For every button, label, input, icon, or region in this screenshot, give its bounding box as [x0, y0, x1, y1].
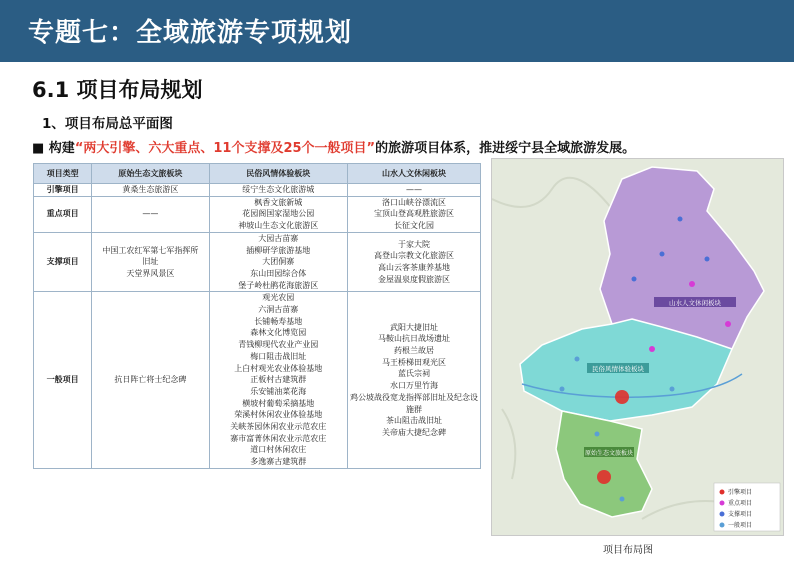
row-cell-3 — [348, 184, 481, 197]
row-cell-3 — [348, 196, 481, 232]
cell-item: 横坡村葡萄采摘基地 — [242, 398, 315, 408]
cell-item: 长铺畅寿基地 — [254, 316, 303, 326]
general-marker — [595, 432, 600, 437]
cell-item: 高山云客茶康养基地 — [378, 263, 450, 273]
cell-item: —— — [142, 209, 159, 219]
row-cell-2 — [209, 292, 348, 469]
engine-marker — [597, 470, 611, 484]
intro-suffix: 的旅游项目体系，推进绥宁县全域旅游发展。 — [375, 141, 636, 156]
row-type: 一般项目 — [34, 292, 92, 469]
row-cell-3 — [348, 292, 481, 469]
engine-marker — [615, 390, 629, 404]
cell-item: 马鞍山抗日战场遗址 — [378, 334, 450, 344]
legend-general-swatch — [720, 523, 725, 528]
row-type: 支撑项目 — [34, 232, 92, 292]
cell-item: 旧址 — [142, 257, 159, 267]
map-caption: 项目布局图 — [603, 545, 653, 556]
page-title: 专题七：全域旅游专项规划 — [28, 18, 353, 48]
cell-item: 天堂界风景区 — [126, 268, 175, 278]
table-row — [34, 232, 481, 292]
table-body — [34, 184, 481, 469]
cell-item: 乐安铺油菜花海 — [250, 386, 307, 396]
table-row — [34, 196, 481, 232]
cell-item: 宝顶山登高观胜旅游区 — [374, 209, 454, 219]
header-bar — [0, 0, 794, 62]
section-title: 6.1 项目布局规划 — [32, 78, 203, 102]
subsection-title: 1、项目布局总平面图 — [42, 116, 173, 132]
intro-statement — [32, 137, 635, 156]
table-header-row — [34, 164, 481, 184]
cell-item: 茶山阻击战旧址 — [386, 416, 442, 426]
cell-item: 鸡公坡战役宽龙指挥部旧址及纪念设 — [350, 392, 478, 402]
row-type: 引擎项目 — [34, 184, 92, 197]
cell-item: 梅口阻击战旧址 — [250, 351, 307, 361]
cell-item: 多逸寨古建筑群 — [250, 457, 307, 467]
header-type: 项目类型 — [34, 164, 92, 184]
cell-item: 于家大院 — [398, 239, 430, 249]
cell-item: 正板村古建筑群 — [250, 375, 307, 385]
cell-item: —— — [406, 185, 422, 194]
general-marker — [560, 387, 565, 392]
cell-item: 关峡茶园休闲农业示范农庄 — [230, 422, 327, 432]
cell-item: 大团侗寨 — [262, 257, 295, 267]
key-marker — [725, 321, 731, 327]
cell-item: 武阳大捷旧址 — [390, 322, 438, 332]
table-row — [34, 184, 481, 197]
row-cell-1 — [92, 196, 209, 232]
header-col-1: 原始生态文旅板块 — [92, 164, 209, 184]
project-layout-map — [491, 158, 784, 536]
legend-key-label: 重点项目 — [728, 500, 753, 507]
row-cell-2 — [209, 184, 348, 197]
cell-item: 观光农园 — [262, 293, 295, 303]
cell-item: 施群 — [406, 404, 422, 414]
cell-item: 青钱柳现代农业产业园 — [238, 340, 319, 350]
cell-item: 高登山宗教文化旅游区 — [374, 251, 454, 261]
row-cell-1 — [92, 232, 209, 292]
support-marker — [660, 252, 665, 257]
key-marker — [649, 346, 655, 352]
legend-key-swatch — [720, 501, 725, 506]
cell-item: 花园阁国家湿地公园 — [242, 209, 315, 219]
key-marker — [689, 281, 695, 287]
intro-highlight: “两大引擎、六大重点、11个支撑及25个一般项目” — [74, 141, 376, 156]
zone-label-purple: 山水人文休闲板块 — [669, 299, 721, 307]
cell-item: 六洞古苗寨 — [258, 305, 299, 315]
cell-item: 水口万里竹海 — [390, 381, 438, 391]
cell-item: 药根兰故居 — [394, 345, 434, 355]
cell-item: 蓝氏宗祠 — [398, 369, 430, 379]
cell-item: 寨市富菁休闲农业示范农庄 — [230, 433, 327, 443]
header-col-2: 民俗风情体验板块 — [209, 164, 348, 184]
cell-item: 马王桥梯田观光区 — [382, 357, 446, 367]
zone-label-green: 原始生态文旅板块 — [584, 450, 634, 457]
general-marker — [620, 497, 625, 502]
header-col-3: 山水人文休闲板块 — [348, 164, 481, 184]
cell-item: 森林文化博览园 — [250, 328, 307, 338]
cell-item: 大园古苗寨 — [258, 233, 299, 243]
general-marker — [575, 357, 580, 362]
legend-engine-label: 引擎项目 — [728, 489, 753, 496]
support-marker — [632, 277, 637, 282]
cell-item: 中国工农红军第七军指挥所 — [102, 245, 199, 255]
project-table — [33, 163, 481, 469]
cell-item: 黄桑生态旅游区 — [122, 185, 179, 194]
cell-item: 神坡山生态文化旅游区 — [238, 221, 319, 231]
cell-item: 绥宁生态文化旅游城 — [242, 185, 315, 194]
table-row — [34, 292, 481, 469]
support-marker — [678, 217, 683, 222]
zone-label-teal: 民俗风情体验板块 — [592, 365, 644, 373]
row-cell-1 — [92, 184, 209, 197]
cell-item: 抗日阵亡将士纪念碑 — [114, 375, 187, 385]
cell-item: 枫香文旅新城 — [254, 197, 303, 207]
row-type: 重点项目 — [34, 196, 92, 232]
row-cell-3 — [348, 232, 481, 292]
support-marker — [705, 257, 710, 262]
legend-support-label: 支撑项目 — [728, 511, 753, 518]
legend-general-label: 一般项目 — [728, 522, 753, 529]
cell-item: 长征文化园 — [394, 221, 434, 231]
general-marker — [670, 387, 675, 392]
cell-item: 洛口山峡谷漂流区 — [382, 197, 446, 207]
cell-item: 插柳研学旅游基地 — [246, 245, 311, 255]
cell-item: 荣溪村休闲农业体验基地 — [234, 410, 323, 420]
cell-item: 上白村观光农业体验基地 — [234, 363, 323, 373]
cell-item: 堡子岭杜鹃花海旅游区 — [238, 280, 319, 290]
cell-item: 道口村休闲农庄 — [250, 445, 307, 455]
row-cell-1 — [92, 292, 209, 469]
legend-engine-swatch — [720, 490, 725, 495]
row-cell-2 — [209, 196, 348, 232]
cell-item: 金屋温泉度假旅游区 — [378, 274, 450, 284]
cell-item: 关帝庙大捷纪念碑 — [382, 427, 446, 437]
intro-prefix: ■ 构建 — [32, 141, 75, 156]
map-svg — [492, 159, 784, 536]
cell-item: 东山田园综合体 — [250, 268, 307, 278]
legend-support-swatch — [720, 512, 725, 517]
row-cell-2 — [209, 232, 348, 292]
